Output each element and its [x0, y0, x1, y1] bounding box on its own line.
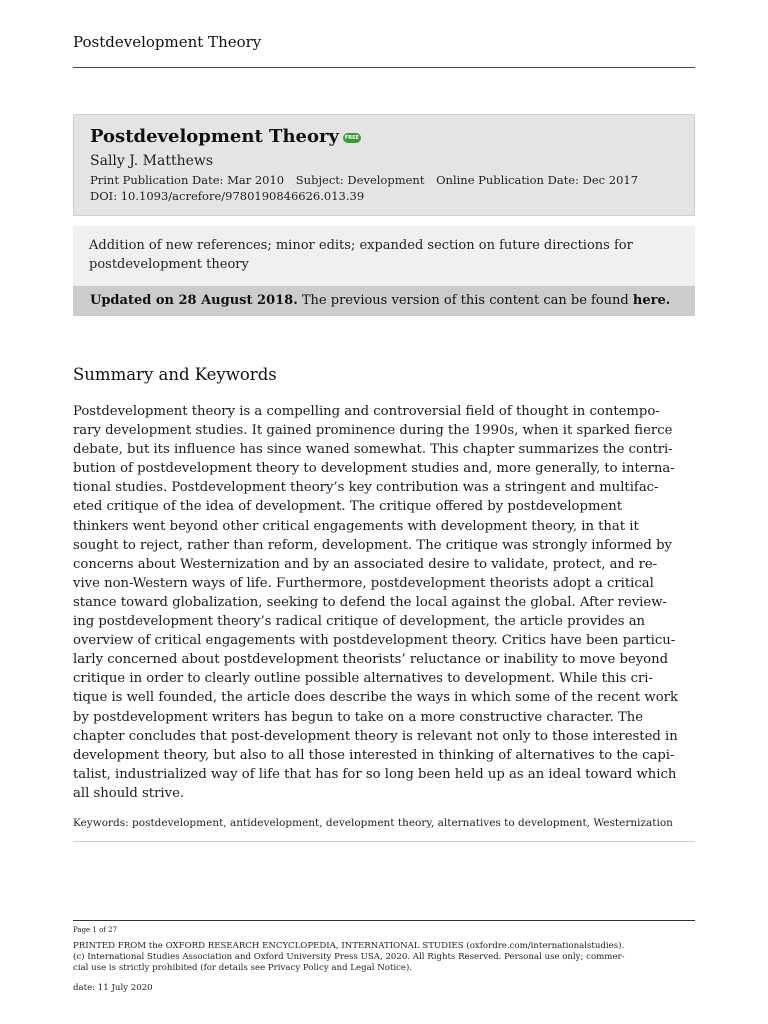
free-badge-icon: FREE [344, 135, 359, 141]
subject-value[interactable]: Development [347, 173, 425, 187]
abstract-line: tique is well founded, the article does describe the ways in which some of the recent work [73, 690, 678, 706]
running-head: Postdevelopment Theory [73, 33, 262, 51]
keywords: Keywords: postdevelopment, antidevelopment, development theory, alternatives to development, Westernization [73, 817, 673, 829]
abstract-line: by postdevelopment writers has begun to take on a more constructive character. The [73, 709, 644, 725]
previous-version-link[interactable]: here. [632, 293, 671, 308]
abstract-line: overview of critical engagements with postdevelopment theory. Critics have been particu- [73, 633, 676, 649]
doi-value[interactable]: 10.1093/acrefore/9780190846626.013.39 [120, 189, 365, 203]
updated-date-label: Updated on 28 August 2018. [90, 293, 298, 308]
abstract-line: ing postdevelopment theory’s radical critique of development, the article provides an [73, 614, 646, 630]
printed-notice-line: PRINTED FROM the OXFORD RESEARCH ENCYCLOPEDIA, INTERNATIONAL STUDIES (oxfordre.com/internationalstudies). [73, 941, 625, 951]
print-pub-label: Print Publication Date: [90, 173, 224, 187]
abstract-line: stance toward globalization, seeking to defend the local against the global. After review- [73, 594, 667, 610]
printed-notice-line: cial use is strictly prohibited (for details see Privacy Policy and Legal Notice). [73, 963, 413, 973]
summary-heading: Summary and Keywords [73, 365, 277, 384]
abstract-line: critique in order to clearly outline possible alternatives to development. While this cri- [73, 671, 653, 687]
previous-version-text: The previous version of this content can be found [301, 293, 629, 308]
keywords-divider [73, 841, 695, 842]
abstract-line: all should strive. [73, 785, 185, 801]
abstract-line: thinkers went beyond other critical engagements with development theory, in that it [73, 518, 639, 534]
update-version-text [90, 293, 670, 308]
page-number: Page 1 of 27 [73, 926, 118, 934]
abstract-line: concerns about Westernization and by an associated desire to validate, protect, and re- [73, 556, 658, 572]
article-title [90, 126, 361, 147]
article-metadata-box [73, 114, 695, 216]
online-pub-value: Dec 2017 [582, 173, 639, 187]
abstract-line: eted critique of the idea of development. The critique offered by postdevelopment [73, 499, 623, 515]
article-title-text: Postdevelopment Theory [90, 126, 339, 147]
abstract-text [73, 402, 695, 803]
header-divider [73, 67, 695, 68]
abstract-line: tional studies. Postdevelopment theory’s key contribution was a stringent and multifac- [73, 480, 659, 496]
author-name[interactable]: Sally J. Matthews [90, 153, 214, 169]
printed-notice [73, 941, 698, 974]
subject-label: Subject: [295, 173, 344, 187]
publication-info [90, 173, 638, 187]
abstract-line: debate, but its influence has since waned somewhat. This chapter summarizes the contri- [73, 442, 673, 458]
online-pub-label: Online Publication Date: [436, 173, 579, 187]
abstract-line: development theory, but also to all those interested in thinking of alternatives to the capi- [73, 747, 675, 763]
abstract-line: rary development studies. It gained prominence during the 1990s, when it sparked fierce [73, 423, 673, 439]
abstract-line: talist, industrialized way of life that has for so long been held up as an ideal toward which [73, 766, 677, 782]
print-date: date: 11 July 2020 [73, 983, 153, 993]
abstract-line: chapter concludes that post-development theory is relevant not only to those interested in [73, 728, 678, 744]
doi-info [90, 189, 364, 203]
abstract-line: larly concerned about postdevelopment theorists’ reluctance or inability to move beyond [73, 652, 669, 668]
abstract-line: bution of postdevelopment theory to development studies and, more generally, to interna- [73, 461, 675, 477]
abstract-line: vive non-Western ways of life. Furthermore, postdevelopment theorists adopt a critical [73, 575, 654, 591]
printed-notice-line: (c) International Studies Association and Oxford University Press USA, 2020. All Rights Reserved. Personal use only; commer- [73, 952, 625, 962]
update-note-box [73, 226, 695, 286]
print-pub-value: Mar 2010 [227, 173, 285, 187]
doi-label: DOI: [90, 189, 118, 203]
footer-divider [73, 920, 695, 921]
abstract-line: Postdevelopment theory is a compelling and controversial field of thought in contempo- [73, 404, 660, 419]
update-version-bar [73, 286, 695, 316]
update-note-text: Addition of new references; minor edits; expanded section on future directions for postdevelopment theory [89, 238, 633, 272]
abstract-line: sought to reject, rather than reform, development. The critique was strongly informed by [73, 537, 672, 553]
